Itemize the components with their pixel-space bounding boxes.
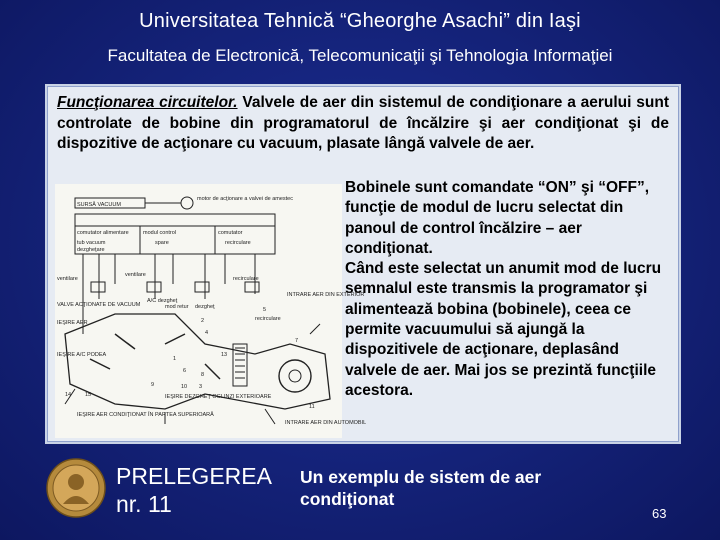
label-air-outlet: IEŞIRE AER [57,320,88,326]
slide-caption: Un exemplu de sistem de aer condiţionat [300,467,542,509]
label-vacuum-source: SURSĂ VACUUM [77,202,121,208]
label-spare: spare [155,240,169,246]
label-defrost: dezgheţare [77,247,105,253]
university-title: Universitatea Tehnică “Gheorghe Asachi” din Iaşi [139,10,581,32]
ac-system-diagram [55,184,367,438]
marker-4: 4 [205,330,209,336]
label-vacuum-valves: VALVE ACŢIONATE DE VACUUM [57,302,141,308]
label-car-air-in: INTRARE AER DIN AUTOMOBIL [285,420,367,426]
diagram-drawing [55,184,367,438]
label-vacuum-tube: tub vacuum [77,240,106,246]
actuator-motor [181,197,193,209]
intro-text: Valvele de aer din sistemul de condiţionare a aerului sunt controlate de bobine din programatorul de încălzire şi aer condiţionat şi de dispozitive de acţionare cu vacuum, plasate lângă valvele de aer. [57,94,669,152]
label-recirc: recirculare [233,276,259,282]
label-actuator-motor: motor de acţionare a valvei de amestec [197,196,293,202]
marker-5: 5 [263,307,267,313]
marker-8: 8 [201,372,205,378]
label-floor-outlet: IEŞIRE A/C PODEA [57,352,107,358]
label-power-switch: comutator alimentare [77,230,129,236]
marker-7: 7 [295,338,299,344]
marker-6: 6 [183,368,187,374]
explanation-paragraph-2: Când este selectat un anumit mod de lucru semnalul este transmis la programator şi alimentează bobina (bobinele), ceea ce permite vacuumului să ajungă la dispozitivele de acţionare, deplasând valvele de aer. Mai jos se prezintă funcţiile acestora. [345,260,662,399]
marker-2: 2 [201,318,205,324]
label-recirc-right: recirculare [255,316,281,322]
label-ac-upper-outlet: IEŞIRE AER CONDIŢIONAT ÎN PARTEA SUPERIOARĂ [77,412,214,418]
label-ac-defrost: A/C dezgheţ [147,298,178,304]
label-control-module: modul control [143,230,177,236]
label-switch: comutator [218,230,243,236]
intro-paragraph [57,93,669,155]
label-vent-mid: ventilare [125,272,146,278]
marker-10: 10 [181,384,188,390]
university-seal-icon [46,458,106,518]
label-vent-left: ventilare [57,276,78,282]
lecture-line-1: PRELEGEREA [116,463,272,489]
lecture-number [116,462,272,518]
marker-13: 13 [221,352,228,358]
marker-1: 1 [173,356,177,362]
intro-lead: Funcţionarea circuitelor. [57,94,238,111]
page-number: 63 [652,506,667,521]
label-return-mode: mod retur [165,304,189,310]
label-defrost-2: dezgheţ [195,304,215,310]
label-outside-air-in: INTRARE AER DIN EXTERIOR [287,292,365,298]
marker-3: 3 [199,384,203,390]
faculty-subtitle: Facultatea de Electronică, Telecomunicaţii şi Tehnologia Informaţiei [107,46,613,65]
label-recirculation: recirculare [225,240,251,246]
label-mirror-defrost: IEŞIRE DEZGHEŢ OGLINZI EXTERIOARE [165,394,272,400]
blower-fan [279,360,311,392]
explanation-paragraph-1: Bobinele sunt comandate “ON” şi “OFF”, funcţie de modul de lucru selectat din panoul de control încălzire – aer condiţionat. [345,179,650,257]
marker-9: 9 [151,382,155,388]
marker-11: 11 [309,404,315,410]
explanation-text [345,178,673,401]
lecture-line-2: nr. 11 [116,491,172,517]
marker-15: 15 [85,392,92,398]
marker-14: 14 [65,392,72,398]
